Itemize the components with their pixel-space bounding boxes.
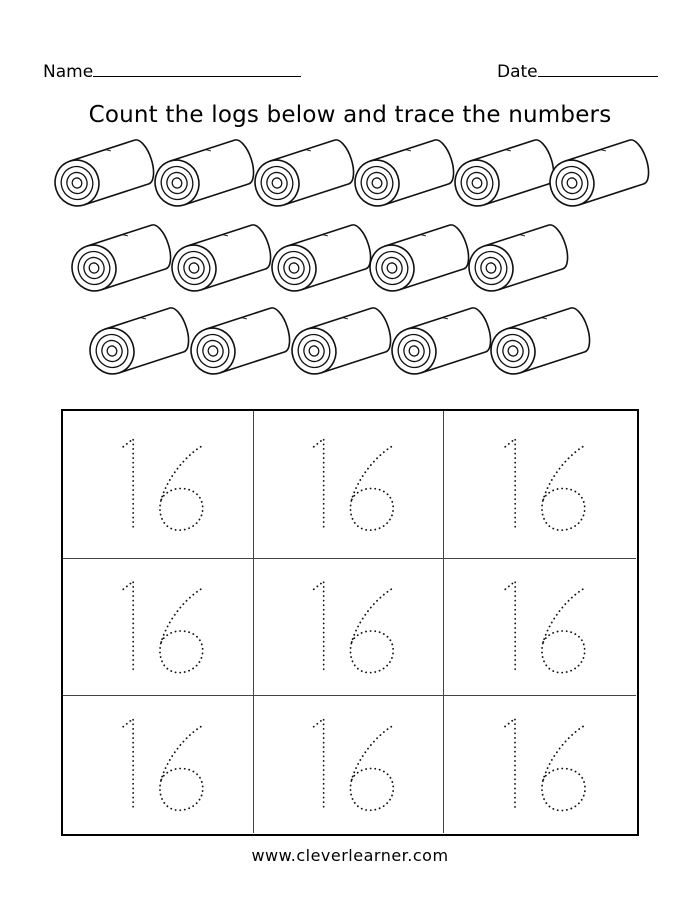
name-label: Name	[43, 62, 94, 82]
dotted-number-16	[444, 696, 636, 833]
log-icon	[149, 137, 258, 212]
date-line[interactable]	[538, 76, 658, 77]
log-icon	[84, 305, 193, 380]
dotted-number-16	[254, 411, 443, 558]
tracing-cell[interactable]	[254, 696, 444, 833]
name-field[interactable]	[43, 62, 301, 82]
website-footer: www.cleverlearner.com	[251, 846, 449, 865]
dotted-number-16	[444, 559, 636, 695]
log-icon	[166, 222, 275, 297]
tracing-cell[interactable]	[63, 559, 254, 696]
tracing-cell[interactable]	[254, 411, 444, 559]
tracing-cell[interactable]	[444, 411, 636, 559]
dotted-number-16	[444, 411, 636, 558]
date-label: Date	[497, 62, 538, 82]
log-icon	[364, 222, 473, 297]
worksheet-title: Count the logs below and trace the numbers	[88, 102, 612, 128]
tracing-cell[interactable]	[63, 411, 254, 559]
tracing-grid	[61, 409, 639, 836]
dotted-number-16	[63, 411, 253, 558]
log-icon	[249, 137, 358, 212]
name-line[interactable]	[93, 76, 301, 77]
logs-illustration	[0, 0, 700, 400]
tracing-cell[interactable]	[444, 696, 636, 833]
dotted-number-16	[63, 696, 253, 833]
log-icon	[49, 137, 158, 212]
log-icon	[66, 222, 175, 297]
log-icon	[185, 305, 294, 380]
log-icon	[386, 305, 495, 380]
log-icon	[463, 222, 572, 297]
log-icon	[544, 137, 653, 212]
date-field[interactable]	[497, 62, 658, 82]
log-icon	[266, 222, 375, 297]
tracing-cell[interactable]	[254, 559, 444, 696]
tracing-cell[interactable]	[63, 696, 254, 833]
tracing-cell[interactable]	[444, 559, 636, 696]
log-icon	[485, 305, 594, 380]
dotted-number-16	[254, 559, 443, 695]
log-icon	[349, 137, 458, 212]
log-icon	[449, 137, 558, 212]
log-icon	[286, 305, 395, 380]
dotted-number-16	[63, 559, 253, 695]
dotted-number-16	[254, 696, 443, 833]
